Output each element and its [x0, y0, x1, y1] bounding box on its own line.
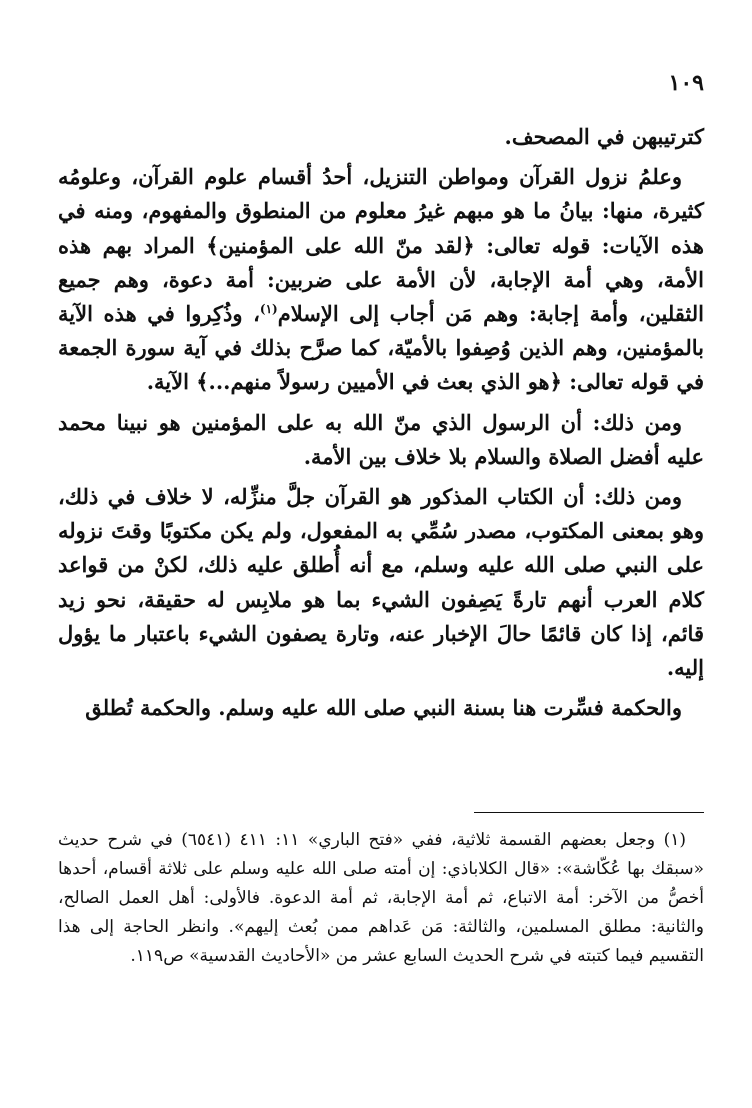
main-text [58, 120, 704, 731]
paragraph-4: ومن ذلك: أن الكتاب المذكور هو القرآن جلَّ منزِّله، لا خلاف في ذلك، وهو بمعنى المكتوب، مصدر سُمِّي به المفعول، ولم يكن مكتوبًا وقتَ نزوله على النبي صلى الله عليه وسلم، مع أنه أُطلق عليه ذلك، لكنْ من قواعد كلام العرب أنهم تارةً يَصِفون الشيء بما هو ملابِس له حقيقة، نحو زيد قائم، إذا كان قائمًا حالَ الإخبار عنه، وتارة يصفون الشيء باعتبار ما يؤول إليه. [58, 484, 704, 681]
footnote-1: (١) وجعل بعضهم القسمة ثلاثية، ففي «فتح الباري» ١١: ٤١١ (٦٥٤١) في شرح حديث «سبقك بها عُكّاشة»: «قال الكلاباذي: إن أمته صلى الله عليه وسلم على ثلاثة أقسام، أحدها أخصُّ من الآخر: أمة الاتباع، ثم أمة الإجابة، ثم أمة الدعوة. فالأولى: أهل العمل الصالح، والثانية: مطلق المسلمين، والثالثة: مَن عَداهم ممن بُعث إليهم». وانظر الحاجة إلى هذا التقسيم فيما كتبته في شرح الحديث السابع عشر من «الأحاديث القدسية» ص١١٩. [58, 830, 704, 966]
paragraph-1: كترتيبهن في المصحف. [504, 124, 704, 149]
paragraph-2-continuation: ، وذُكِروا في هذه الآية بالمؤمنين، وهم الذين وُصِفوا بالأميّة، كما صرَّح بذلك في آية سورة الجمعة في قوله تعالى: ﴿هو الذي بعث في الأميين رسولاً منهم...﴾ الآية. [58, 301, 704, 395]
footnote-reference[interactable]: (١) [259, 302, 278, 317]
footnote-separator [474, 812, 704, 813]
paragraph-2-text: وعلمُ نزول القرآن ومواطن التنزيل، أحدُ أقسام علوم القرآن، وعلومُه كثيرة، منها: بيانُ ما هو مبهم غيرُ معلوم من المنطوق والمفهوم، ومنه في هذه الآيات: قوله تعالى: ﴿لقد منّ الله على المؤمنين﴾ المراد بهم هذه الأمة، وهي أمة الإجابة، لأن الأمة على ضربين: أمة دعوة، وهم جميع الثقلين، وأمة إجابة: وهم مَن أجاب إلى الإسلام [58, 164, 705, 327]
paragraph-2 [58, 160, 704, 399]
document-page [58, 70, 704, 1088]
footnotes [58, 826, 704, 971]
paragraph-5: والحكمة فسِّرت هنا بسنة النبي صلى الله عليه وسلم. والحكمة تُطلق [85, 695, 682, 721]
page-number: ١٠٩ [668, 70, 704, 96]
paragraph-3: ومن ذلك: أن الرسول الذي منّ الله به على المؤمنين هو نبينا محمد عليه أفضل الصلاة والسلام بلا خلاف بين الأمة. [58, 409, 704, 469]
